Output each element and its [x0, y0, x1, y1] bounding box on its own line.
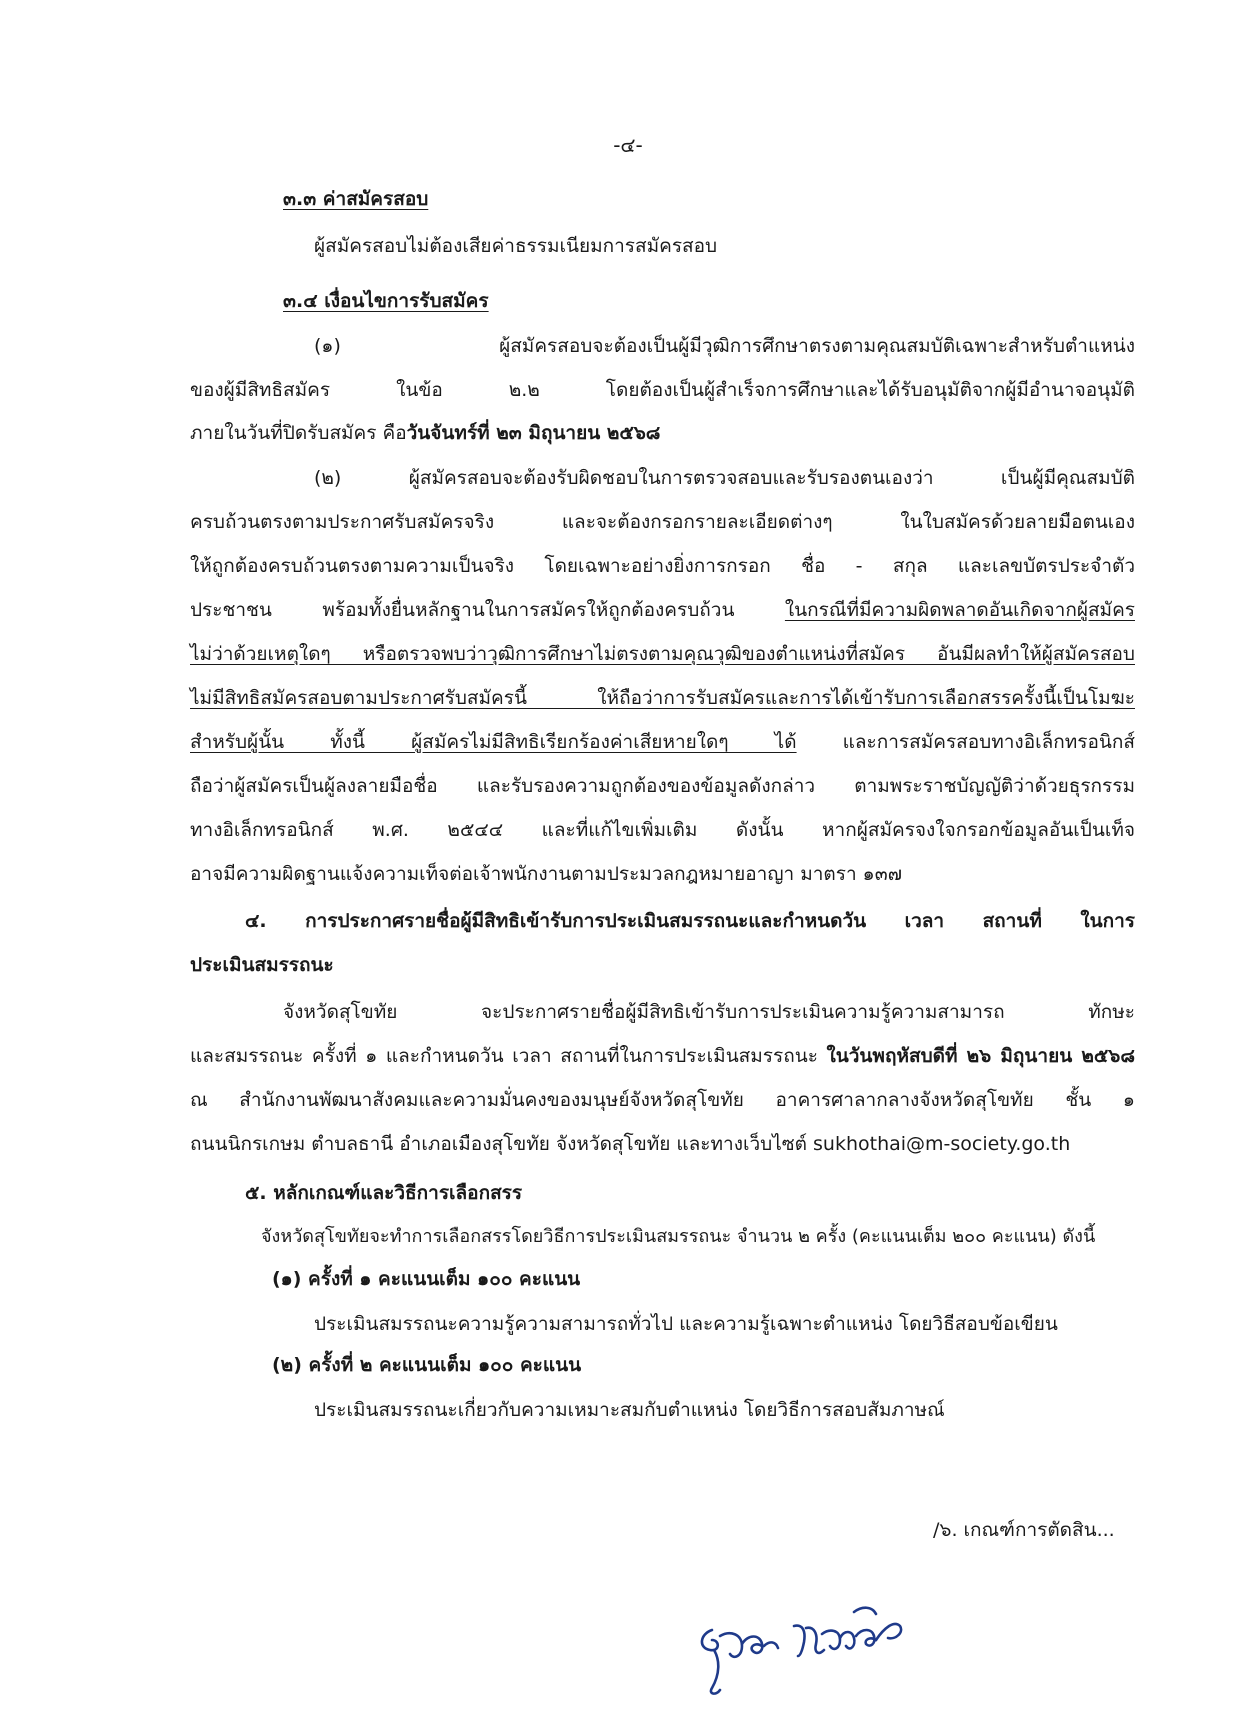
condition-2-line-2: ครบถ้วนตรงตามประกาศรับสมัครจริง และจะต้องกรอกรายละเอียดต่างๆ ในใบสมัครด้วยลายมือตนเอง	[190, 511, 1135, 533]
condition-1-line-3	[190, 419, 660, 447]
section-3-3-heading: ๓.๓ ค่าสมัครสอบ	[283, 188, 429, 210]
section-4-line-3: ณ สำนักงานพัฒนาสังคมและความมั่นคงของมนุษย์จังหวัดสุโขทัย อาคารศาลากลางจังหวัดสุโขทัย ชั้น ๑	[190, 1089, 1135, 1111]
section-4-line-1: จังหวัดสุโขทัย จะประกาศรายชื่อผู้มีสิทธิเข้ารับการประเมินความรู้ความสามารถ ทักษะ	[283, 1001, 1135, 1023]
condition-2-line-7-underlined: สำหรับผู้นั้น ทั้งนี้ ผู้สมัครไม่มีสิทธิเรียกร้องค่าเสียหายใดๆ ได้	[190, 731, 797, 753]
condition-1-line-2: ของผู้มีสิทธิสมัคร ในข้อ ๒.๒ โดยต้องเป็นผู้สำเร็จการศึกษาและได้รับอนุมัติจากผู้มีอำนาจอนุมัติ	[190, 379, 1135, 401]
section-3-4-heading: ๓.๔ เงื่อนไขการรับสมัคร	[283, 290, 489, 312]
condition-2-line-7	[190, 728, 1135, 756]
condition-2-line-9: ทางอิเล็กทรอนิกส์ พ.ศ. ๒๕๔๔ และที่แก้ไขเพิ่มเติม ดังนั้น หากผู้สมัครจงใจกรอกข้อมูลอันเป็นเท็จ	[190, 819, 1135, 841]
condition-2-line-10: อาจมีความผิดฐานแจ้งความเท็จต่อเจ้าพนักงานตามประมวลกฎหมายอาญา มาตรา ๑๓๗	[190, 863, 903, 885]
condition-2-line-3: ให้ถูกต้องครบถ้วนตรงตามความเป็นจริง โดยเฉพาะอย่างยิ่งการกรอก ชื่อ - สกุล และเลขบัตรประจำตัว	[190, 555, 1135, 577]
condition-1-deadline-prefix: ภายในวันที่ปิดรับสมัคร คือ	[190, 422, 407, 444]
condition-2-line-4-underlined: ในกรณีที่มีความผิดพลาดอันเกิดจากผู้สมัคร	[784, 599, 1135, 621]
section-5-item-2-desc: ประเมินสมรรถนะเกี่ยวกับความเหมาะสมกับตำแหน่ง โดยวิธีการสอบสัมภาษณ์	[314, 1399, 945, 1421]
section-4-heading-line-1: ๔. การประกาศรายชื่อผู้มีสิทธิเข้ารับการประเมินสมรรถนะและกำหนดวัน เวลา สถานที่ ในการ	[245, 910, 1135, 932]
section-4-heading-line-2: ประเมินสมรรถนะ	[190, 954, 334, 976]
condition-2-line-8: ถือว่าผู้สมัครเป็นผู้ลงลายมือชื่อ และรับรองความถูกต้องของข้อมูลดังกล่าว ตามพระราชบัญญัติว่าด้วยธุรกรรม	[190, 775, 1135, 797]
section-5-intro: จังหวัดสุโขทัยจะทำการเลือกสรรโดยวิธีการประเมินสมรรถนะ จำนวน ๒ ครั้ง (คะแนนเต็ม ๒๐๐ คะแนน) ดังนี้	[261, 1226, 1096, 1247]
condition-1-deadline-date: วันจันทร์ที่ ๒๓ มิถุนายน ๒๕๖๘	[406, 422, 661, 444]
section-4-announcement-date: ในวันพฤหัสบดีที่ ๒๖ มิถุนายน ๒๕๖๘	[826, 1045, 1135, 1067]
section-3-3-text: ผู้สมัครสอบไม่ต้องเสียค่าธรรมเนียมการสมัครสอบ	[314, 235, 718, 257]
condition-2-line-5: ไม่ว่าด้วยเหตุใดๆ หรือตรวจพบว่าวุฒิการศึกษาไม่ตรงตามคุณวุฒิของตำแหน่งที่สมัคร อันมีผลทำให้ผู้สมัครสอบ	[190, 643, 1135, 665]
section-4-line-2-plain: และสมรรถนะ ครั้งที่ ๑ และกำหนดวัน เวลา สถานที่ในการประเมินสมรรถนะ	[190, 1045, 827, 1067]
condition-2-line-4-plain: ประชาชน พร้อมทั้งยื่นหลักฐานในการสมัครให้ถูกต้องครบถ้วน	[190, 599, 785, 621]
condition-2-line-4	[190, 596, 1135, 624]
handwritten-signature	[690, 1590, 930, 1710]
condition-1-line-1: (๑) ผู้สมัครสอบจะต้องเป็นผู้มีวุฒิการศึกษาตรงตามคุณสมบัติเฉพาะสำหรับตำแหน่ง	[314, 335, 1135, 357]
continuation-note: /๖. เกณฑ์การตัดสิน...	[933, 1519, 1115, 1541]
section-5-item-1-desc: ประเมินสมรรถนะความรู้ความสามารถทั่วไป และความรู้เฉพาะตำแหน่ง โดยวิธีสอบข้อเขียน	[314, 1313, 1058, 1335]
page-number: -๔-	[613, 133, 643, 157]
section-4-line-2	[190, 1042, 1135, 1070]
section-5-item-1-title: (๑) ครั้งที่ ๑ คะแนนเต็ม ๑๐๐ คะแนน	[272, 1268, 581, 1290]
section-5-heading: ๕. หลักเกณฑ์และวิธีการเลือกสรร	[245, 1182, 523, 1204]
section-5-item-2-title: (๒) ครั้งที่ ๒ คะแนนเต็ม ๑๐๐ คะแนน	[272, 1354, 582, 1376]
condition-2-line-7-plain: และการสมัครสอบทางอิเล็กทรอนิกส์	[796, 731, 1135, 753]
condition-2-line-6: ไม่มีสิทธิสมัครสอบตามประกาศรับสมัครนี้ ให้ถือว่าการรับสมัครและการได้เข้ารับการเลือกสรรครั้งนี้เป็นโมฆะ	[190, 687, 1135, 709]
section-4-line-4: ถนนนิกรเกษม ตำบลธานี อำเภอเมืองสุโขทัย จังหวัดสุโขทัย และทางเว็บไซต์ sukhothai@m-society.go.th	[190, 1133, 1071, 1155]
condition-2-line-1: (๒) ผู้สมัครสอบจะต้องรับผิดชอบในการตรวจสอบและรับรองตนเองว่า เป็นผู้มีคุณสมบัติ	[314, 467, 1135, 489]
